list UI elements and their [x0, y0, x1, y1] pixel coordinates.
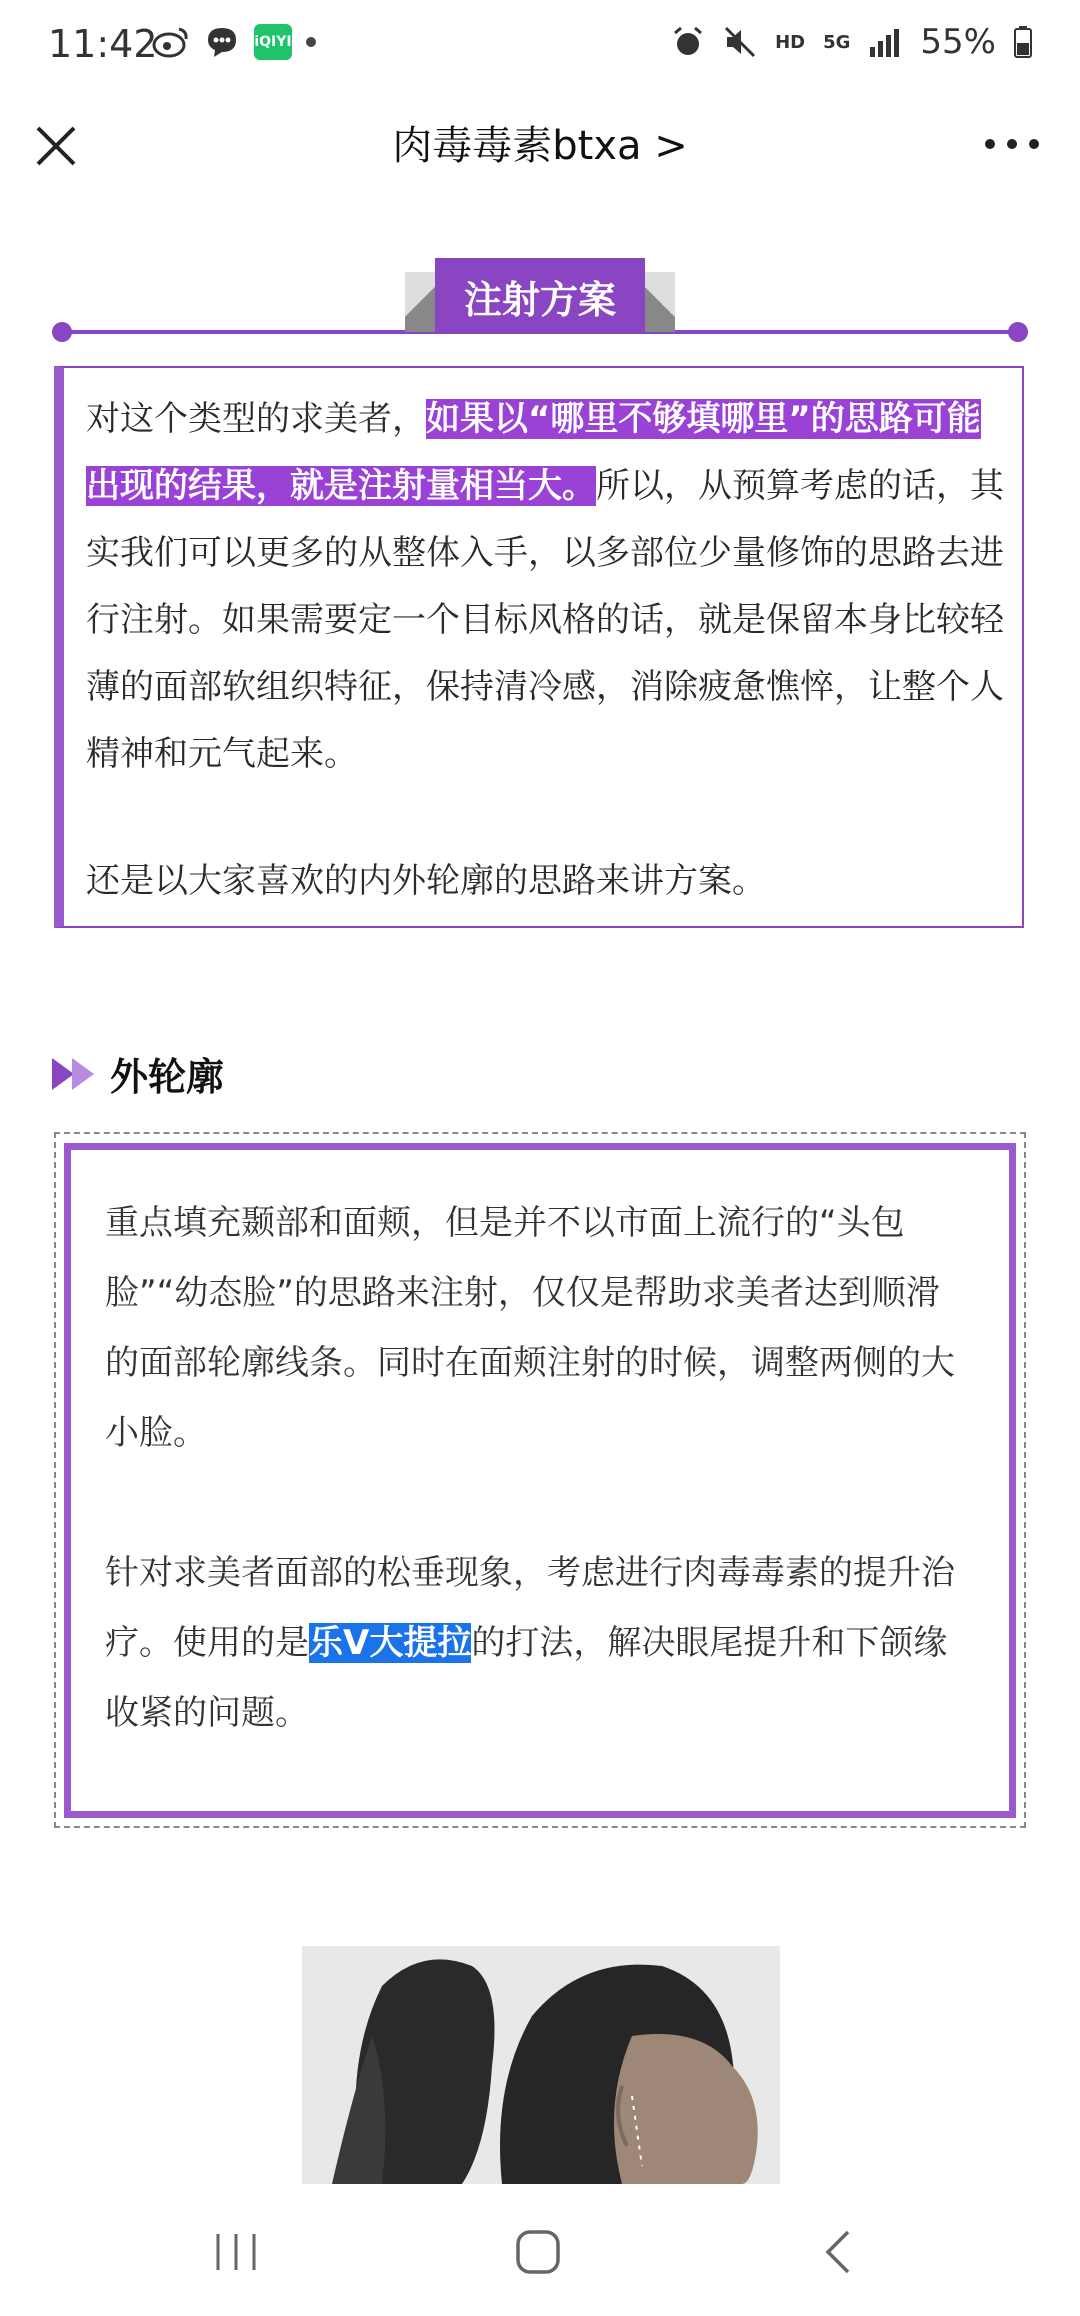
double-arrow-icon — [52, 1056, 98, 1092]
badge-fold-left — [405, 272, 435, 332]
signal-icon — [868, 27, 902, 57]
title-bar — [0, 92, 1080, 232]
weibo-icon — [152, 25, 190, 59]
contour-text-box — [64, 1143, 1016, 1818]
system-nav-bar — [0, 2184, 1080, 2316]
more-icon[interactable] — [976, 114, 1048, 174]
contour-text-start: 针对求美者面部的松垂现象，考虑进行肉毒毒素的提升治疗。使用的是 — [105, 1553, 955, 1663]
divider-dot-right — [1008, 322, 1028, 342]
recents-icon[interactable] — [206, 2222, 266, 2282]
subheading — [52, 1046, 224, 1101]
contour-paragraph-2 — [105, 1538, 973, 1748]
head-profile-illustration — [302, 1946, 780, 2184]
contour-highlight: 乐V大提拉 — [309, 1623, 472, 1663]
subheading-label: 外轮廓 — [110, 1055, 225, 1099]
mute-icon — [723, 25, 757, 59]
status-left-icons — [152, 24, 316, 60]
dot-icon — [306, 37, 316, 47]
back-icon[interactable] — [810, 2222, 870, 2282]
badge-fold-right — [645, 272, 675, 332]
divider-dot-left — [52, 322, 72, 342]
section-badge: 注射方案 — [435, 258, 645, 334]
status-right-icons — [671, 22, 1032, 62]
contour-text-end: 的打法，解决眼尾提升和下颌缘收紧的问题。 — [105, 1623, 948, 1733]
status-bar — [0, 0, 1080, 92]
contour-paragraph-1: 重点填充颞部和面颊，但是并不以市面上流行的“头包脸”“幼态脸”的思路来注射，仅仅是帮助求美者达到顺滑的面部轮廓线条。同时在面颊注射的时候，调整两侧的大小脸。 — [105, 1203, 955, 1453]
message-icon — [204, 24, 240, 60]
intro-paragraph-2: 还是以大家喜欢的内外轮廓的思路来讲方案。 — [86, 861, 766, 901]
battery-percent: 55% — [920, 22, 996, 62]
status-time: 11:42 — [48, 22, 158, 66]
battery-icon — [1014, 26, 1032, 58]
hd-label: HD — [775, 31, 806, 53]
intro-text-rest: 所以，从预算考虑的话，其实我们可以更多的从整体入手，以多部位少量修饰的思路去进行注射。如果需要定一个目标风格的话，就是保留本身比较轻薄的面部软组织特征，保持清冷感，消除疲惫憔悴，让整个人精神和元气起来。 — [86, 466, 1004, 774]
intro-text-start: 对这个类型的求美者， — [86, 399, 426, 439]
signal-type: 5G — [823, 31, 851, 53]
alarm-icon — [671, 25, 705, 59]
page-title[interactable]: 肉毒毒素btxa > — [392, 123, 688, 169]
face-illustration-image — [302, 1946, 780, 2184]
iqiyi-icon: iQIYI — [254, 24, 292, 60]
section-header — [0, 258, 1080, 358]
home-icon[interactable] — [508, 2222, 568, 2282]
intro-text-box — [54, 366, 1024, 928]
intro-highlight: 如果以“哪里不够填哪里”的思路可能出现的结果，就是注射量相当大。 — [86, 399, 981, 506]
